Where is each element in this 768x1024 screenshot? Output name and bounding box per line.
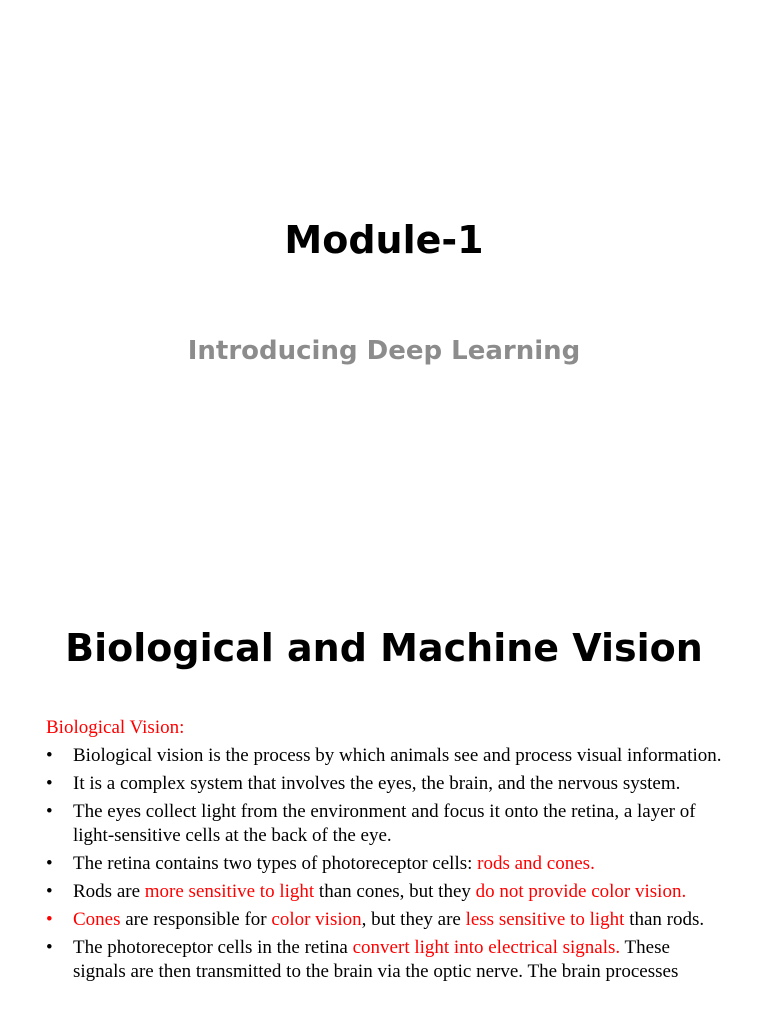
bullet-marker: • (46, 853, 53, 874)
slide-title-heading: Module-1 (284, 218, 484, 262)
section-heading: Biological Vision: (46, 717, 185, 738)
highlighted-text: less sensitive to light (465, 909, 625, 930)
bullet-text: The photoreceptor cells in the retina (73, 937, 353, 958)
bullet-marker: • (46, 909, 53, 930)
bullet-text: are responsible for (120, 909, 272, 930)
bullet-text: Rods are (73, 881, 145, 902)
bullet-item (46, 772, 726, 796)
bullet-marker: • (46, 937, 53, 958)
bullet-text: than cones, but they (314, 881, 476, 902)
bullet-marker: • (46, 881, 53, 902)
bullet-text: The eyes collect light from the environment and focus it onto the retina, a layer of light-sensitive cells at the back of the eye. (73, 801, 696, 846)
bullet-text: Biological vision is the process by which animals see and process visual information. (73, 745, 722, 766)
slide-heading: Biological and Machine Vision (65, 626, 703, 670)
bullet-marker: • (46, 801, 53, 822)
highlighted-text: convert light into electrical signals. (352, 937, 621, 958)
bullet-text: These signals are then transmitted to the brain via the optic nerve. The brain processes (73, 937, 679, 982)
highlighted-text: do not provide color vision. (475, 881, 687, 902)
slide-biological-vision (0, 576, 768, 1024)
bullet-item (46, 880, 726, 904)
bullet-marker: • (46, 773, 53, 794)
highlighted-text: color vision (271, 909, 362, 930)
highlighted-text: Cones (73, 909, 121, 930)
highlighted-text: rods and cones. (477, 853, 595, 874)
bullet-item (46, 936, 726, 984)
slide-subtitle: Introducing Deep Learning (187, 336, 581, 366)
bullet-item (46, 800, 726, 848)
bullet-text: The retina contains two types of photoreceptor cells: (73, 853, 478, 874)
bullet-item (46, 908, 726, 932)
bullet-item (46, 852, 726, 876)
bullet-text: It is a complex system that involves the eyes, the brain, and the nervous system. (73, 773, 681, 794)
highlighted-text: more sensitive to light (144, 881, 315, 902)
bullet-marker: • (46, 745, 53, 766)
bullet-item (46, 744, 726, 768)
bullet-text: , but they are (361, 909, 466, 930)
slide-body (46, 716, 726, 988)
bullet-text: than rods. (624, 909, 705, 930)
bullet-list (46, 744, 726, 984)
